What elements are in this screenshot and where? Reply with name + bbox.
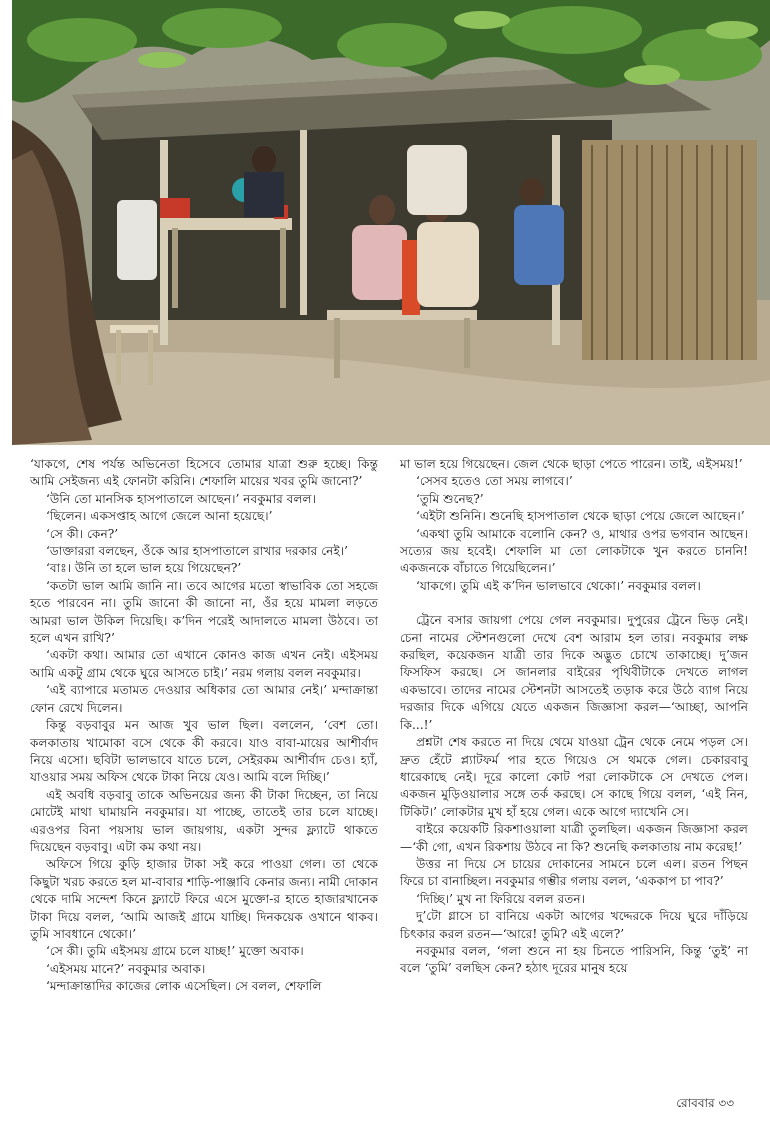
paragraph: ‘উনি তো মানসিক হাসপাতালে আছেন।’ নবকুমার বলল। xyxy=(46,491,316,506)
paragraph: ‘ছিলেন। একসপ্তাহ আগে জেলে আনা হয়েছে।’ xyxy=(46,509,273,524)
paragraph: ‘একথা তুমি আমাকে বলোনি কেন? ও, মাথার ওপর ভগবান আছেন। সত্যের জয় হবেই। শেফালি মা তো লোকটাকে খুন করতে চাননি! একজনকে বাঁচাতে গিয়েছিলেন।’ xyxy=(400,526,748,576)
paragraph: ‘একটা কথা। আমার তো এখানে কোনও কাজ এখন নেই। এইসময় আমি একটু গ্রাম থেকে ঘুরে আসতে চাই।’ নরম গলায় বলল নবকুমার। xyxy=(30,648,378,680)
paragraph: উত্তর না দিয়ে সে চায়ের দোকানের সামনে চলে এল। রতন পিছন ফিরে চা বানাচ্ছিল। নবকুমার গম্ভীর গলায় বলল, ‘এককাপ চা পাব?’ xyxy=(400,856,748,889)
page-folio: রোববার ৩৩ xyxy=(676,1096,734,1110)
paragraph: দু’টো গ্লাসে চা বানিয়ে একটা আগের খদ্দেরকে দিয়ে ঘুরে দাঁড়িয়ে চিৎকার করল রতন—‘আরে! তুমি? এই এলে?’ xyxy=(400,909,748,941)
paragraph: ‘তুমি শুনেছ?’ xyxy=(416,491,484,506)
paragraph: কিন্তু বড়বাবুর মন আজ খুব ভাল ছিল। বললেন, ‘বেশ তো। কলকাতায় খামোকা বসে থেকে কী করবে। যাও বাবা-মায়ের আশীর্বাদ নিয়ে এসো। ছবিটা ভালভাবে যাতে চলে, সেইরকম আশীর্বাদ চেও। হ্যাঁ, যাওয়ার সময় অফিস থেকে টাকা নিয়ে যেও। আমি বলে দিচ্ছি।’ xyxy=(30,718,378,785)
paragraph: ‘যাকগে। তুমি এই ক’দিন ভালভাবে থেকো।’ নবকুমার বলল। xyxy=(416,578,701,593)
paragraph: বাইরে কয়েকটি রিকশাওয়ালা যাত্রী তুলছিল। একজন জিজ্ঞাসা করল—‘কী গো, এখন রিকশায় উঠবে না কি? শুনেছি কলকাতায় নাম করেছ!’ xyxy=(400,822,748,854)
paragraph: ‘যাকগে, শেষ পর্যন্ত অভিনেতা হিসেবে তোমার যাত্রা শুরু হচ্ছে। কিন্তু আমি সেইজন্য এই ফোনটা করিনি। শেফালি মায়ের খবর তুমি জানো?’ xyxy=(30,457,378,489)
paragraph: ‘এইটা শুনিনি। শুনেছি হাসপাতাল থেকে ছাড়া পেয়ে জেলে আছেন।’ xyxy=(416,509,745,524)
paragraph: ‘এই ব্যাপারে মতামত দেওয়ার অধিকার তো আমার নেই।’ মন্দাক্রান্তা ফোন রেখে দিলেন। xyxy=(30,683,378,715)
paragraph: অফিসে গিয়ে কুড়ি হাজার টাকা সই করে পাওয়া গেল। তা থেকে কিছুটা খরচ করতে হল মা-বাবার শাড়ি-পাঞ্জাবি কেনার জন্য। নামী দোকান থেকে দামি সন্দেশ কিনে ফ্ল্যাটে ফিরে এসে মুক্তো-র হাতে হাজারখানেক টাকা দিয়ে বলল, ‘আমি আজই গ্রামে যাচ্ছি। দিনকয়েক ওখানে থাকব। তুমি সাবধানে থেকো।’ xyxy=(30,857,378,941)
paragraph: ‘সেসব হতেও তো সময় লাগবে।’ xyxy=(416,474,573,489)
article-column-right xyxy=(400,456,748,978)
paragraph: ‘মন্দাক্রান্তাদির কাজের লোক এসেছিল। সে বলল, শেফালি xyxy=(46,979,322,994)
paragraph: ‘সে কী। কেন?’ xyxy=(46,526,119,541)
paragraph: ‘এইসময় মানে?’ নবকুমার অবাক। xyxy=(46,961,206,976)
paragraph: ‘দিচ্ছি।’ মুখ না ফিরিয়ে বলল রতন। xyxy=(416,891,586,906)
article-column-left xyxy=(30,456,378,996)
paragraph: ‘ডাক্তাররা বলছেন, ওঁকে আর হাসপাতালে রাখার দরকার নেই।’ xyxy=(46,544,349,559)
story-photo-tea-stall xyxy=(12,0,770,445)
paragraph: ‘বাঃ। উনি তা হলে ভাল হয়ে গিয়েছেন?’ xyxy=(46,561,242,576)
paragraph: ‘সে কী। তুমি এইসময় গ্রামে চলে যাচ্ছ!’ মুক্তো অবাক। xyxy=(46,944,304,959)
paragraph: এই অবধি বড়বাবু তাকে অভিনয়ের জন্য কী টাকা দিচ্ছেন, তা নিয়ে মোটেই মাথা ঘামায়নি নবকুমার। যা পাচ্ছে, তাতেই তার চলে যাচ্ছে। এরওপর বিনা পয়সায় ভাল জায়গায়, একটা সুন্দর ফ্ল্যাটে থাকতে দিয়েছেন বড়বাবু। এটা কম কথা নয়। xyxy=(30,787,378,854)
section-break xyxy=(400,595,748,612)
photo-illustration xyxy=(12,0,770,445)
paragraph: ‘কতটা ভাল আমি জানি না। তবে আগের মতো স্বাভাবিক তো সহজে হতে পারবেন না। তুমি জানো কী জানো না, ওঁর হয়ে মামলা লড়তে আমরা ভাল উকিল দিয়েছি। ক’দিন পরেই আদালতে মামলা উঠবে। তা হলে এখন রাখি?’ xyxy=(30,578,378,646)
paragraph: প্রশ্নটা শেষ করতে না দিয়ে থেমে যাওয়া ট্রেন থেকে নেমে পড়ল সে। দ্রুত হেঁটে প্ল্যাটফর্ম পার হতে গিয়েও সে থমকে গেল। চেকারবাবু ধারেকাছে নেই। দূরে কালো কোট পরা লোকটাকে সে দেখতে পেল। একজন মুড়িওয়ালার সঙ্গে তর্ক করছে। সে কাছে গিয়ে বলল, ‘এই নিন, টিকিট।’ লোকটার মুখ হাঁ হয়ে গেল। একে আগে দ্যাখেনি সে। xyxy=(400,735,748,819)
paragraph: ট্রেনে বসার জায়গা পেয়ে গেল নবকুমার। দুপুরের ট্রেনে ভিড় নেই। চেনা নামের স্টেশনগুলো দেখে বেশ আরাম হল তার। নবকুমার লক্ষ করছিল, কয়েকজন যাত্রী তার দিকে অদ্ভুত চোখে তাকাচ্ছে। দু’জন ফিসফিস করছে। সে জানলার বাইরের পৃথিবীটাকে দেখতে লাগল একভাবে। তাদের নামের স্টেশনটা আসতেই তড়াক করে উঠে ব্যাগ নিয়ে দরজার দিকে এগিয়ে যেতে একজন জিজ্ঞাসা করল—‘আচ্ছা, আপনি কি...!’ xyxy=(400,613,748,732)
paragraph: মা ভাল হয়ে গিয়েছেন। জেল থেকে ছাড়া পেতে পারেন। তাই, এইসময়!’ xyxy=(400,457,743,471)
paragraph: নবকুমার বলল, ‘গলা শুনে না হয় চিনতে পারিসনি, কিন্তু ‘তুই’ না বলে ‘তুমি’ বলছিস কেন? হঠাৎ দূরের মানুষ হয়ে xyxy=(400,943,748,976)
